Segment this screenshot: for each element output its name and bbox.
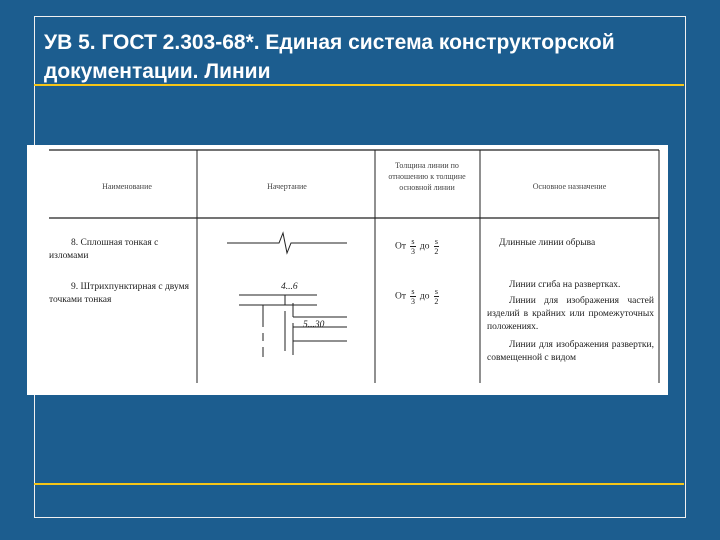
line-types-table (27, 145, 668, 395)
dash-double-dot-line-sample (239, 295, 347, 357)
bottom-divider (34, 483, 684, 485)
row9-from: От (395, 291, 407, 302)
row8-thickness (395, 237, 475, 256)
row8-frac2: $\frac{s}{2}$ (434, 237, 439, 256)
header-name: Наименование (102, 182, 152, 191)
row9-frac1: $\frac{s}{3}$ (410, 287, 415, 306)
row9-thickness (395, 287, 475, 306)
row9-to: до (419, 291, 430, 302)
title-divider (34, 84, 684, 86)
row9-purpose-3: Линии для изображения развертки, совмещенной с видом (487, 340, 654, 363)
row9-name: 9. Штрихпунктирная с двумя точками тонкая (49, 282, 189, 305)
row9-dim-dash: 4...6 (281, 282, 298, 292)
row8-from: От (395, 241, 407, 252)
slide-title: УВ 5. ГОСТ 2.303-68*. Единая система конструкторской документации. Линии (44, 31, 615, 83)
header-purpose: Основное назначение (532, 182, 607, 191)
row9-dim-gap: 5...30 (303, 320, 325, 330)
row9-purpose-2: Линии для изображения частей изделий в крайних или промежуточных положениях. (487, 296, 654, 332)
zigzag-line-sample (227, 233, 347, 253)
row8-purpose: Длинные линии обрыва (499, 238, 596, 248)
row8-frac1: $\frac{s}{3}$ (410, 237, 415, 256)
header-thickness: Толщина линии по отношению к толщине основной линии (388, 161, 466, 192)
row9-purpose-1: Линии сгиба на развертках. (509, 280, 621, 290)
row9-frac2: $\frac{s}{2}$ (434, 287, 439, 306)
row8-to: до (419, 241, 430, 252)
header-style: Начертание (267, 182, 307, 191)
row8-name: 8. Сплошная тонкая с изломами (49, 238, 159, 261)
